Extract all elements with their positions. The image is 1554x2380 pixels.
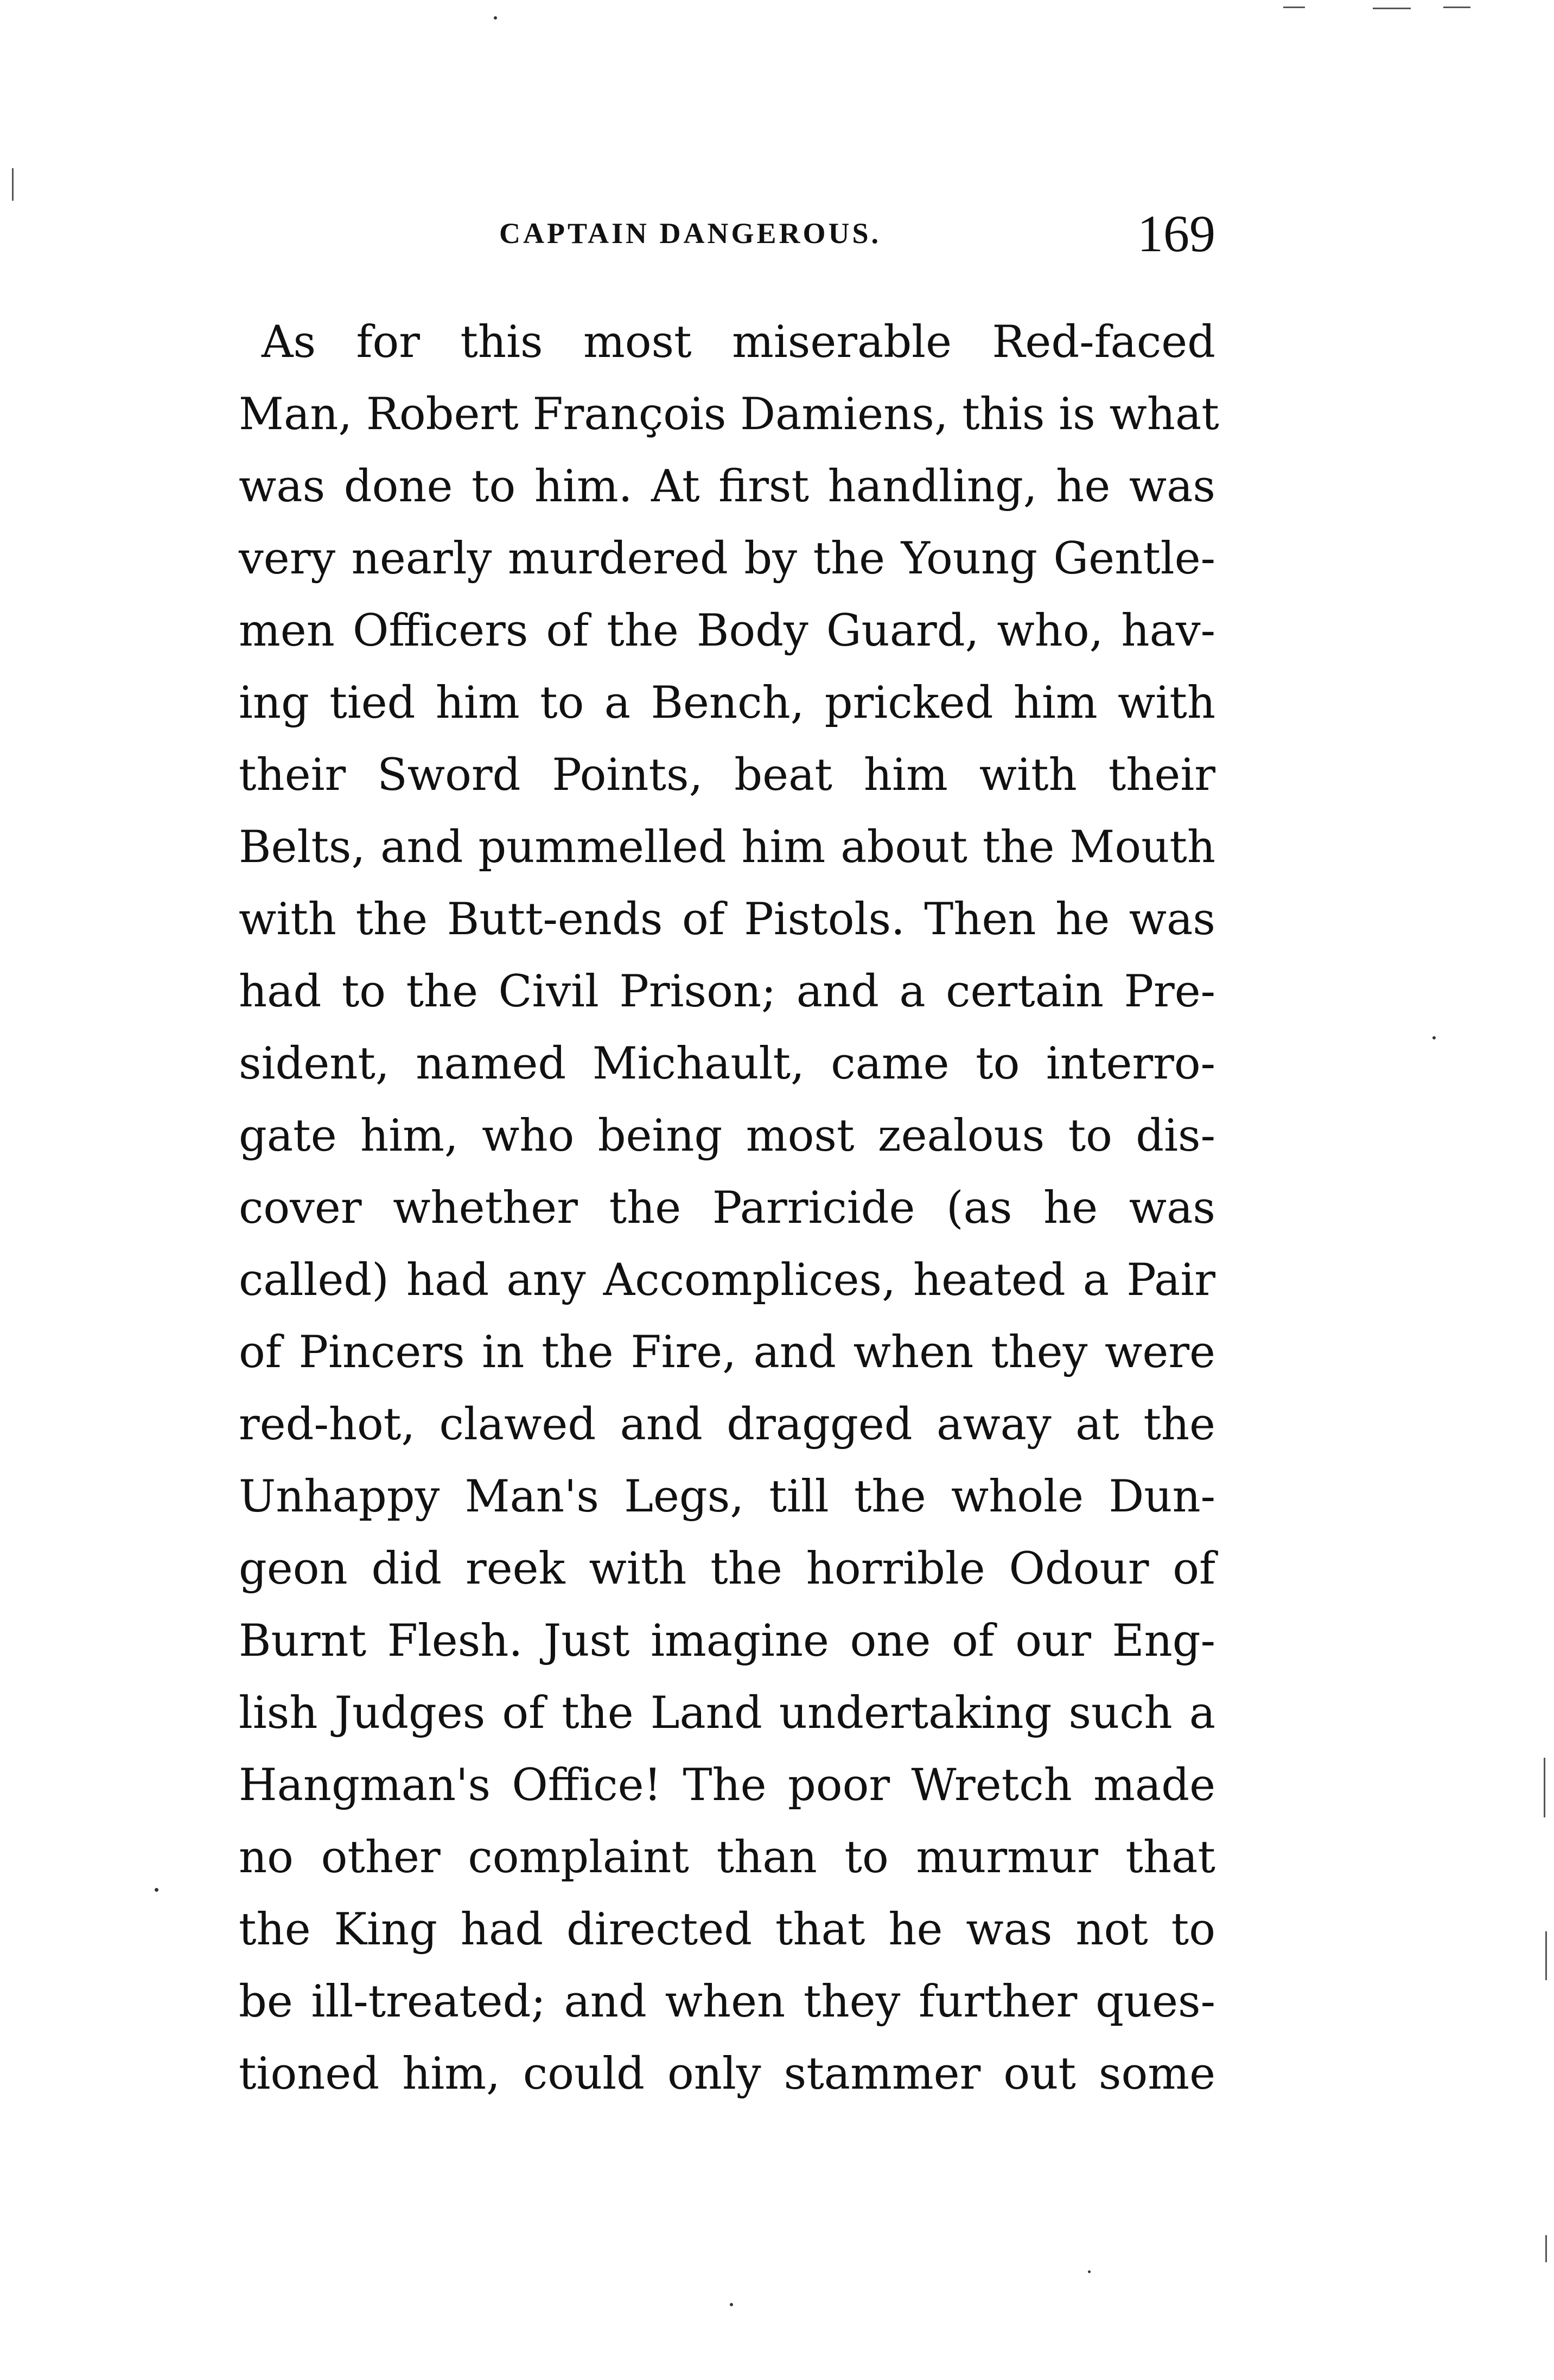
text-line: Burnt Flesh. Just imagine one of our Eng- — [239, 1616, 1215, 1667]
scan-speck — [494, 16, 497, 20]
text-line: called) had any Accomplices, heated a Pair — [239, 1255, 1215, 1306]
scan-edge-mark — [1545, 1931, 1547, 1980]
scan-edge-mark — [1443, 7, 1470, 8]
text-line: Unhappy Man's Legs, till the whole Dun- — [239, 1471, 1215, 1522]
text-line: Hangman's Office! The poor Wretch made — [239, 1760, 1215, 1811]
text-line: men Officers of the Body Guard, who, hav- — [239, 605, 1215, 656]
text-line: sident, named Michault, came to interro- — [239, 1038, 1215, 1089]
scan-edge-mark — [1373, 8, 1411, 9]
text-line: Belts, and pummelled him about the Mouth — [239, 822, 1215, 873]
text-line: ing tied him to a Bench, pricked him with — [239, 678, 1215, 729]
running-head — [239, 203, 1215, 263]
text-line: had to the Civil Prison; and a certain Pre- — [239, 966, 1215, 1017]
body-text — [239, 307, 1219, 2110]
text-line: very nearly murdered by the Young Gentle- — [239, 533, 1215, 584]
text-line: As for this most miserable Red-faced — [262, 317, 1215, 368]
scan-speck — [730, 2303, 733, 2306]
text-line: cover whether the Parricide (as he was — [239, 1183, 1215, 1234]
text-line: of Pincers in the Fire, and when they were — [239, 1327, 1215, 1378]
text-line: was done to him. At first handling, he was — [239, 461, 1215, 512]
text-line: lish Judges of the Land undertaking such a — [239, 1688, 1215, 1739]
scan-edge-mark — [1545, 2235, 1547, 2262]
text-line: their Sword Points, beat him with their — [239, 750, 1215, 801]
scan-edge-mark — [12, 168, 14, 201]
text-line: no other complaint than to murmur that — [239, 1832, 1215, 1883]
scan-edge-mark — [1544, 1758, 1545, 1817]
scan-speck — [155, 1888, 158, 1892]
scan-speck — [1088, 2270, 1091, 2273]
text-line: Man, Robert François Damiens, this is what — [239, 389, 1219, 440]
text-line: with the Butt-ends of Pistols. Then he was — [239, 894, 1215, 945]
running-title: CAPTAIN DANGEROUS. — [499, 217, 882, 250]
text-line: red-hot, clawed and dragged away at the — [239, 1399, 1215, 1450]
scan-edge-mark — [1283, 7, 1305, 8]
text-line: gate him, who being most zealous to dis- — [239, 1111, 1215, 1162]
scan-speck — [1432, 1036, 1436, 1039]
text-line: tioned him, could only stammer out some — [239, 2049, 1215, 2100]
text-line: geon did reek with the horrible Odour of — [239, 1543, 1215, 1594]
text-line: be ill-treated; and when they further ques- — [239, 1976, 1215, 2027]
text-line: the King had directed that he was not to — [239, 1904, 1215, 1955]
page-number: 169 — [1137, 205, 1215, 263]
